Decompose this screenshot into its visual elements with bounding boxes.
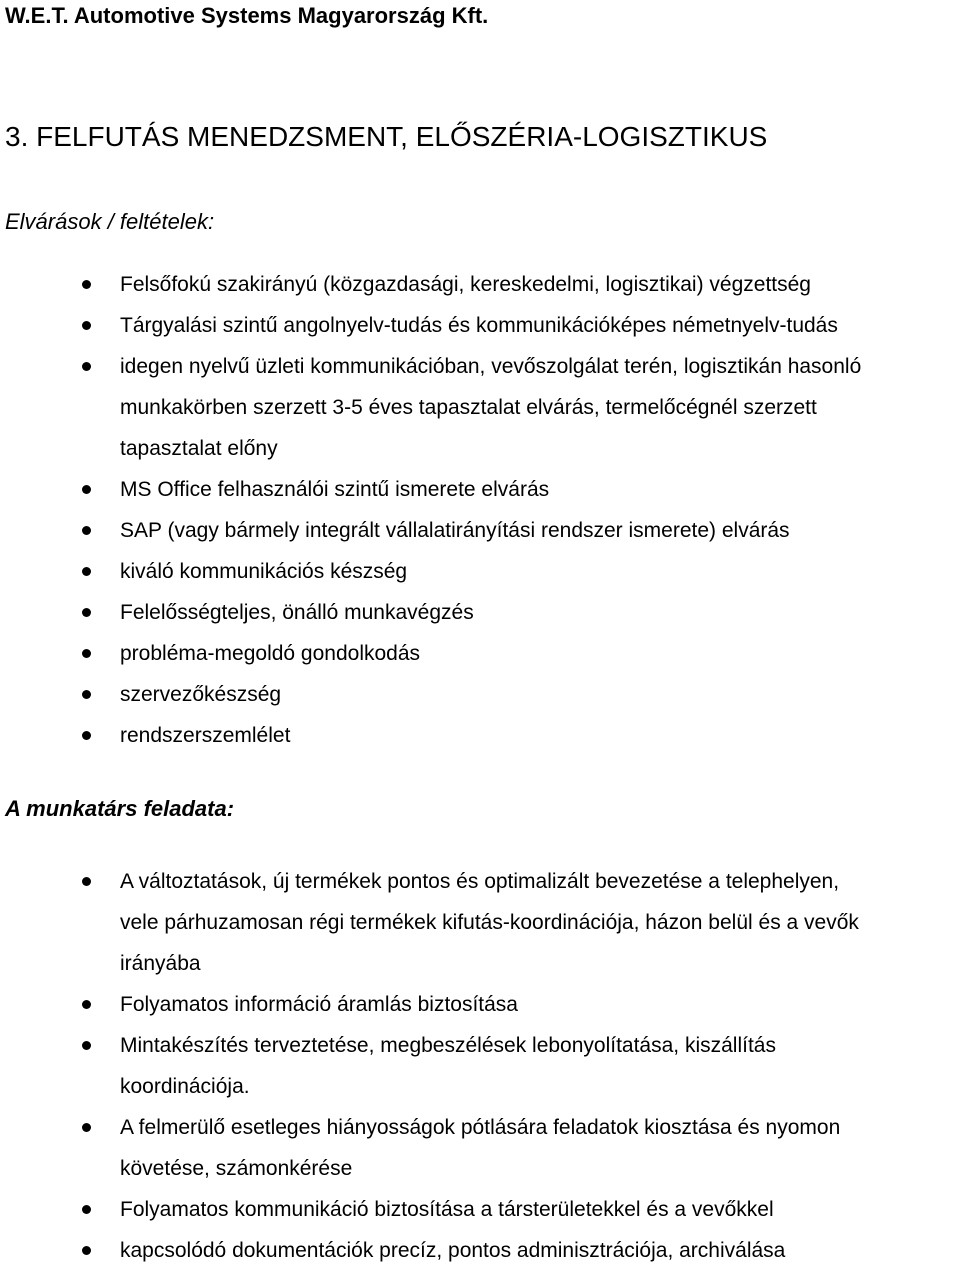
tasks-heading: A munkatárs feladata: <box>5 796 235 821</box>
list-item <box>0 551 960 592</box>
bullet-icon <box>82 1041 91 1050</box>
list-item-text: kiváló kommunikációs készség <box>120 560 408 583</box>
list-item-text: MS Office felhasználói szintű ismerete elvárás <box>120 478 550 501</box>
requirements-list <box>0 264 960 756</box>
bullet-icon <box>82 649 91 658</box>
list-item-text: idegen nyelvű üzleti kommunikációban, vevőszolgálat terén, logisztikán hasonló munkakörben szerzett 3-5 éves tapasztalat elvárás, termelőcégnél szerzett tapasztalat előny <box>120 355 862 460</box>
list-item <box>0 1230 960 1271</box>
list-item <box>0 305 960 346</box>
bullet-icon <box>82 362 91 371</box>
bullet-icon <box>82 280 91 289</box>
list-item-text: kapcsolódó dokumentációk precíz, pontos adminisztrációja, archiválása <box>120 1239 786 1262</box>
list-item <box>0 592 960 633</box>
list-item-text: A változtatások, új termékek pontos és optimalizált bevezetése a telephelyen, vele párhuzamosan régi termékek kifutás-koordinációja, házon belül és a vevők irányába <box>120 870 859 975</box>
list-item-text: Mintakészítés terveztetése, megbeszélések lebonyolítatása, kiszállítás koordinációja. <box>120 1034 776 1098</box>
bullet-icon <box>82 321 91 330</box>
list-item <box>0 1025 960 1107</box>
bullet-icon <box>82 485 91 494</box>
list-item <box>0 1189 960 1230</box>
list-item-text: Folyamatos kommunikáció biztosítása a társterületekkel és a vevőkkel <box>120 1198 774 1221</box>
requirements-heading: Elvárások / feltételek: <box>5 209 215 234</box>
list-item <box>0 1107 960 1189</box>
bullet-icon <box>82 1205 91 1214</box>
bullet-icon <box>82 608 91 617</box>
list-item <box>0 510 960 551</box>
list-item-text: SAP (vagy bármely integrált vállalatirányítási rendszer ismerete) elvárás <box>120 519 790 542</box>
bullet-icon <box>82 1000 91 1009</box>
list-item <box>0 861 960 984</box>
list-item-text: A felmerülő esetleges hiányosságok pótlására feladatok kiosztása és nyomon követése, számonkérése <box>120 1116 841 1180</box>
list-item-text: Felsőfokú szakirányú (közgazdasági, kereskedelmi, logisztikai) végzettség <box>120 273 811 296</box>
list-item <box>0 984 960 1025</box>
list-item-text: rendszerszemlélet <box>120 724 291 747</box>
bullet-icon <box>82 877 91 886</box>
bullet-icon <box>82 731 91 740</box>
bullet-icon <box>82 690 91 699</box>
list-item-text: Tárgyalási szintű angolnyelv-tudás és kommunikációképes németnyelv-tudás <box>120 314 838 337</box>
list-item-text: Felelősségteljes, önálló munkavégzés <box>120 601 474 624</box>
bullet-icon <box>82 1123 91 1132</box>
tasks-list <box>0 861 960 1271</box>
list-item <box>0 346 960 469</box>
bullet-icon <box>82 526 91 535</box>
list-item <box>0 469 960 510</box>
company-name: W.E.T. Automotive Systems Magyarország Kft. <box>5 3 489 28</box>
bullet-icon <box>82 1246 91 1255</box>
list-item <box>0 674 960 715</box>
list-item <box>0 633 960 674</box>
list-item-text: probléma-megoldó gondolkodás <box>120 642 421 665</box>
list-item <box>0 715 960 756</box>
list-item-text: szervezőkészség <box>120 683 282 706</box>
bullet-icon <box>82 567 91 576</box>
list-item <box>0 264 960 305</box>
job-title: 3. FELFUTÁS MENEDZSMENT, ELŐSZÉRIA-LOGISZTIKUS <box>5 121 768 152</box>
list-item-text: Folyamatos információ áramlás biztosítása <box>120 993 518 1016</box>
